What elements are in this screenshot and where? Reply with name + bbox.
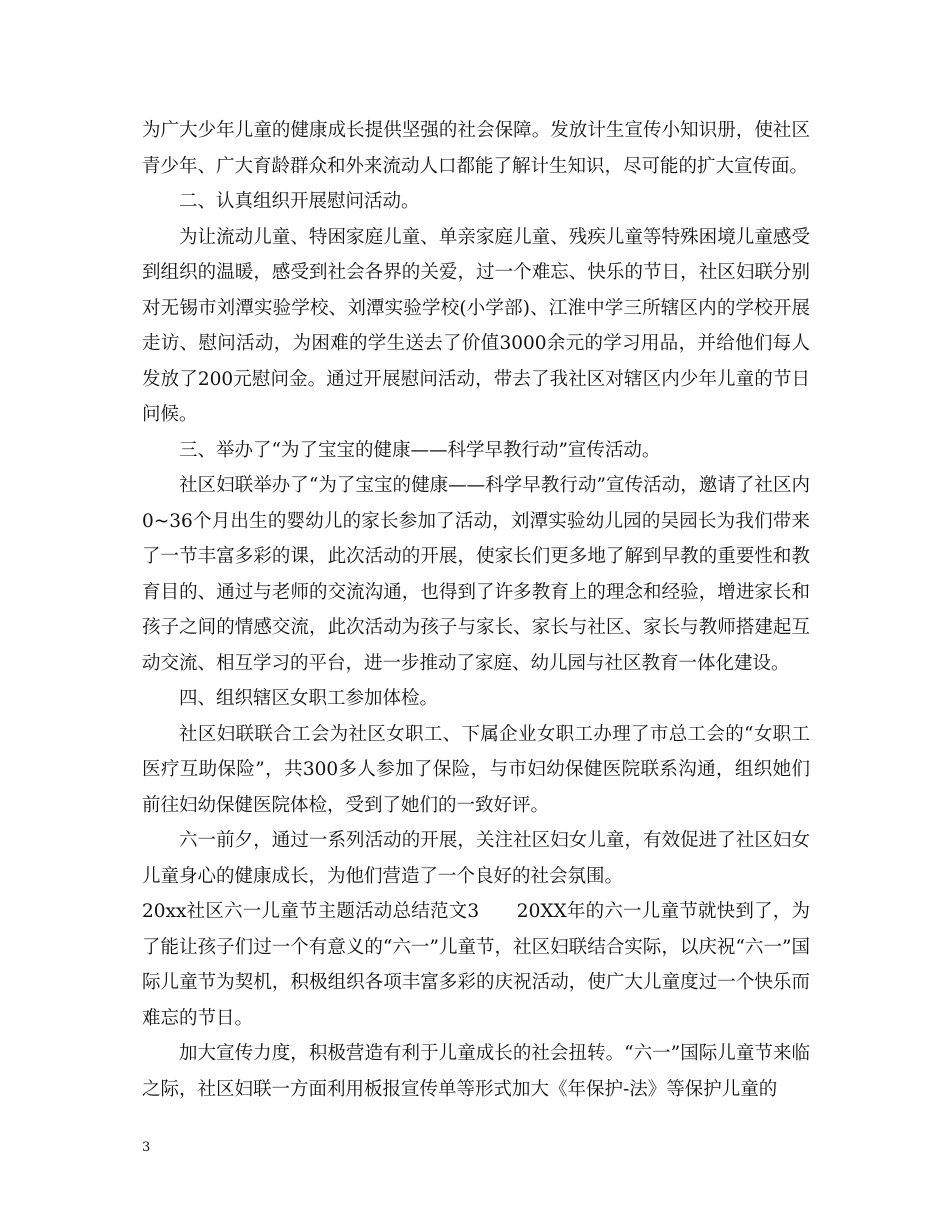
paragraph-early-education: 社区妇联举办了“为了宝宝的健康——科学早教行动”宣传活动，邀请了社区内0~36个月出生的婴幼儿的家长参加了活动，刘潭实验幼儿园的吴园长为我们带来了一节丰富多彩的课，此次活动的开展，使家长们更多地了解到早教的重要性和教育目的、通过与老师的交流沟通，也得到了许多教育上的理念和经验，增进家长和孩子之间的情感交流，此次活动为孩子与家长、家长与社区、家长与教师搭建起互动交流、相互学习的平台，进一步推动了家庭、幼儿园与社区教育一体化建设。 <box>142 475 810 674</box>
paragraph-example-three: 20xx社区六一儿童节主题活动总结范文3 20XX年的六一儿童节就快到了，为了能让孩子们过一个有意义的“六一”儿童节，社区妇联结合实际，以庆祝“六一”国际儿童节为契机，积极组织各项丰富多彩的庆祝活动，使广大儿童度过一个快乐而难忘的节日。 <box>142 901 810 1029</box>
paragraph-visits: 为让流动儿童、特困家庭儿童、单亲家庭儿童、残疾儿童等特殊困境儿童感受到组织的温暖，感受到社会各界的关爱，过一个难忘、快乐的节日，社区妇联分别对无锡市刘潭实验学校、刘潭实验学校(小学部)、江淮中学三所辖区内的学校开展走访、慰问活动，为困难的学生送去了价值3000余元的学习用品，并给他们每人发放了200元慰问金。通过开展慰问活动，带去了我社区对辖区内少年儿童的节日问候。 <box>142 226 810 425</box>
document-body <box>142 113 810 1107</box>
paragraph-publicity: 加大宣传力度，积极营造有利于儿童成长的社会扭转。“六一”国际儿童节来临之际，社区妇联一方面利用板报宣传单等形式加大《年保护-法》等保护儿童的 <box>142 1043 810 1100</box>
paragraph-health-check: 社区妇联联合工会为社区女职工、下属企业女职工办理了市总工会的“女职工医疗互助保险”，共300多人参加了保险，与市妇幼保健医院联系沟通，组织她们前往妇幼保健医院体检，受到了她们的一致好评。 <box>142 723 810 816</box>
paragraph-intro: 为广大少年儿童的健康成长提供坚强的社会保障。发放计生宣传小知识册，使社区青少年、广大育龄群众和外来流动人口都能了解计生知识，尽可能的扩大宣传面。 <box>142 120 810 177</box>
page-number: 3 <box>142 1140 151 1155</box>
heading-section-three: 三、举办了“为了宝宝的健康——科学早教行动”宣传活动。 <box>179 439 661 461</box>
heading-section-two: 二、认真组织开展慰问活动。 <box>179 191 420 212</box>
paragraph-summary: 六一前夕，通过一系列活动的开展，关注社区妇女儿童，有效促进了社区妇女儿童身心的健康成长，为他们营造了一个良好的社会氛围。 <box>142 830 810 887</box>
heading-section-four: 四、组织辖区女职工参加体检。 <box>179 688 439 709</box>
